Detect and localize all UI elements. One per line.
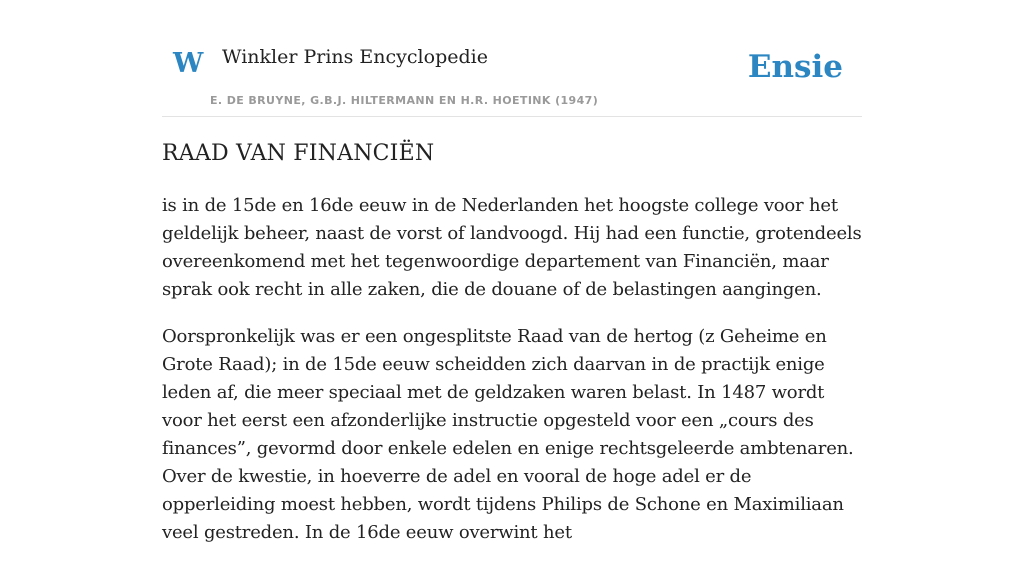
article-paragraph: Oorspronkelijk was er een ongesplitste Raad van de hertog (z Geheime en Grote Raad); in de 15de eeuw scheidden zich daarvan in de practijk enige leden af, die meer speciaal met de geldzaken waren belast. In 1487 wordt voor het eerst een afzonderlijke instructie opgesteld voor een „cours des finances”, gevormd door enkele edelen en enige rechtsgeleerde ambtenaren. Over de kwestie, in hoeverre de adel en vooral de hoge adel er de opperleiding moest hebben, wordt tijdens Philips de Schone en Maximiliaan veel gestreden. In de 16de eeuw overwint het [162, 326, 854, 543]
publication-authors: E. DE BRUYNE, G.B.J. HILTERMANN EN H.R. HOETINK (1947) [210, 94, 599, 107]
publication-logo-icon[interactable]: W [173, 48, 204, 79]
publication-title[interactable]: Winkler Prins Encyclopedie [222, 46, 488, 68]
article-title: RAAD VAN FINANCIËN [162, 141, 435, 166]
site-header [162, 0, 862, 117]
page [162, 0, 862, 543]
ensie-brand-logo[interactable]: Ensie [747, 49, 843, 85]
article-paragraph: is in de 15de en 16de eeuw in de Nederlanden het hoogste college voor het geldelijk beheer, naast de vorst of landvoogd. Hij had een functie, grotendeels overeenkomend met het tegenwoordige departement van Financiën, maar sprak ook recht in alle zaken, die de douane of de belastingen aangingen. [162, 195, 862, 300]
article-body [162, 192, 862, 566]
